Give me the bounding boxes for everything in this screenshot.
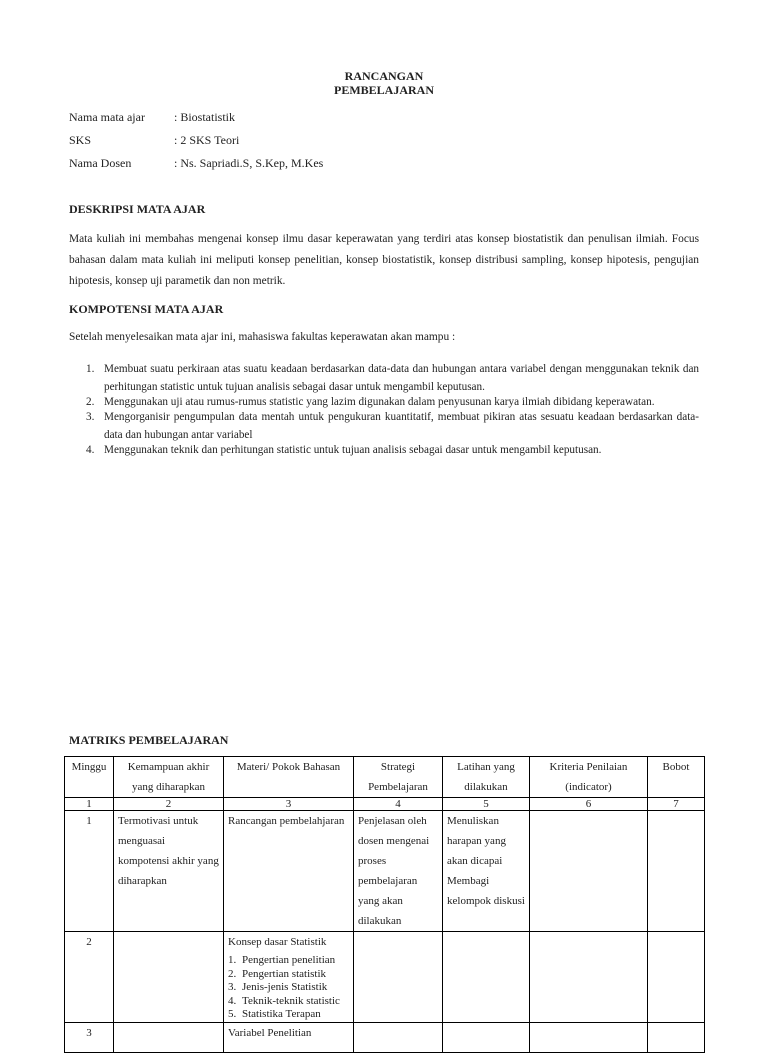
header-bobot: Bobot (648, 757, 705, 798)
kompetensi-list (69, 360, 699, 457)
document-title-line1: RANCANGAN (344, 69, 424, 83)
list-item: 4. Teknik-teknik statistic (228, 994, 340, 1007)
cell-kriteria (530, 1022, 648, 1052)
info-value: : Biostatistik (174, 110, 236, 124)
materi-title: Konsep dasar Statistik (228, 936, 327, 948)
cell-latihan (443, 1022, 530, 1052)
column-number: 2 (114, 798, 224, 811)
column-number: 5 (443, 798, 530, 811)
column-number: 4 (354, 798, 443, 811)
list-item: 1. Pengertian penelitian (228, 954, 336, 966)
table-header-row (65, 757, 705, 798)
header-latihan: Latihan yang dilakukan (443, 757, 530, 798)
info-label: Nama mata ajar (69, 110, 145, 124)
column-number: 7 (648, 798, 705, 811)
kompetensi-intro: Setelah menyelesaikan mata ajar ini, mahasiswa fakultas keperawatan akan mampu : (69, 331, 456, 343)
cell-bobot (648, 811, 705, 932)
cell-kriteria (530, 811, 648, 932)
cell-materi (224, 932, 354, 1023)
table-row (65, 811, 705, 932)
list-item: 1. Membuat suatu perkiraan atas suatu keadaan berdasarkan data-data dan hubungan antara variabel dengan menggunakan teknik dan perhitungan statistic untuk tujuan analisis sebagai dasar untuk mengambil keputusan. (86, 363, 699, 393)
column-number: 3 (224, 798, 354, 811)
cell-materi: Rancangan pembelahjaran (224, 811, 354, 932)
cell-kemampuan (114, 1022, 224, 1052)
list-item: 2. Menggunakan uji atau rumus-rumus statistic yang lazim digunakan dalam penyusunan karya ilmiah dibidang keperawatan. (86, 396, 655, 408)
list-item: 5. Statistika Terapan (228, 1008, 321, 1020)
cell-strategi (354, 932, 443, 1023)
cell-kemampuan: Termotivasi untuk menguasai kompotensi akhir yang diharapkan (114, 811, 224, 932)
materi-list (228, 954, 349, 1022)
kompetensi-heading: KOMPOTENSI MATA AJAR (69, 302, 224, 316)
column-number: 1 (65, 798, 114, 811)
cell-bobot (648, 1022, 705, 1052)
cell-kriteria (530, 932, 648, 1023)
matriks-heading: MATRIKS PEMBELAJARAN (69, 733, 229, 747)
info-value: : Ns. Sapriadi.S, S.Kep, M.Kes (174, 156, 324, 170)
document-title-line2: PEMBELAJARAN (333, 83, 434, 97)
info-label: Nama Dosen (69, 156, 132, 170)
cell-minggu: 1 (65, 811, 114, 932)
list-item: 3. Mengorganisir pengumpulan data mentah untuk pengukuran kuantitatif, membuat pikiran atas sesuatu keadaan berdasarkan data-data dan hubungan antar variabel (86, 411, 699, 441)
header-materi: Materi/ Pokok Bahasan (224, 757, 354, 798)
info-label: SKS (69, 133, 92, 147)
table-row (65, 932, 705, 1023)
cell-minggu: 2 (65, 932, 114, 1023)
table-row (65, 1022, 705, 1052)
cell-latihan (443, 932, 530, 1023)
cell-bobot (648, 932, 705, 1023)
cell-strategi (354, 1022, 443, 1052)
list-item: 4. Menggunakan teknik dan perhitungan statistic untuk tujuan analisis sebagai dasar untuk mengambil keputusan. (86, 444, 602, 456)
cell-minggu: 3 (65, 1022, 114, 1052)
info-value: : 2 SKS Teori (174, 133, 240, 147)
header-minggu: Minggu (65, 757, 114, 798)
header-kriteria: Kriteria Penilaian (indicator) (530, 757, 648, 798)
cell-strategi: Penjelasan oleh dosen mengenai proses pembelajaran yang akan dilakukan (354, 811, 443, 932)
list-item: 3. Jenis-jenis Statistik (228, 981, 328, 993)
cell-materi: Variabel Penelitian (224, 1022, 354, 1052)
header-kemampuan: Kemampuan akhir yang diharapkan (114, 757, 224, 798)
header-strategi: Strategi Pembelajaran (354, 757, 443, 798)
cell-latihan: Menuliskan harapan yang akan dicapai Membagi kelompok diskusi (443, 811, 530, 932)
list-item: 2. Pengertian statistik (228, 967, 327, 980)
deskripsi-paragraph: Mata kuliah ini membahas mengenai konsep ilmu dasar keperawatan yang terdiri atas konsep biostatistik dan penulisan ilmiah. Focus bahasan dalam mata kuliah ini meliputi konsep penelitian, konsep biostatistik, konsep distribusi sampling, konsep hipotesis, pengujian hipotesis, konsep uji parametik dan non metrik. (69, 233, 699, 287)
deskripsi-heading: DESKRIPSI MATA AJAR (69, 202, 206, 216)
matriks-table (64, 756, 705, 1053)
column-number: 6 (530, 798, 648, 811)
table-number-row (65, 798, 705, 811)
cell-kemampuan (114, 932, 224, 1023)
